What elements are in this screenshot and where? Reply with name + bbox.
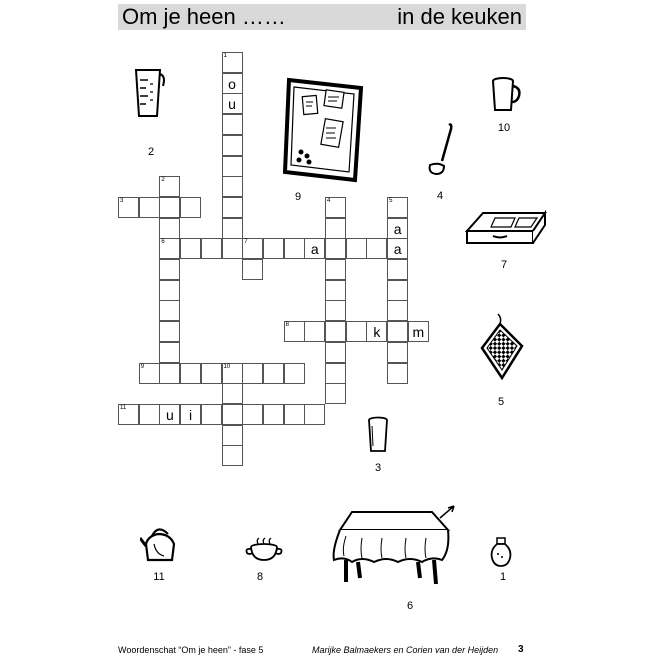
crossword-cell[interactable]: [304, 321, 325, 342]
crossword-cell[interactable]: [222, 425, 243, 446]
clue-number: 2: [161, 177, 165, 184]
crossword-cell[interactable]: [222, 238, 243, 259]
crossword-cell[interactable]: [325, 280, 346, 301]
crossword-cell[interactable]: [159, 280, 180, 301]
crossword-cell[interactable]: [222, 404, 243, 425]
page-number: 3: [518, 644, 524, 655]
crossword-cell[interactable]: [284, 321, 305, 342]
crossword-cell[interactable]: [242, 238, 263, 259]
picture-label-2: 2: [147, 146, 155, 158]
given-letter: k: [373, 324, 381, 341]
crossword-cell[interactable]: [139, 404, 160, 425]
crossword-cell[interactable]: [222, 176, 243, 197]
picture-label-1: 1: [499, 571, 507, 583]
given-letter: m: [412, 324, 425, 341]
crossword-cell[interactable]: [366, 321, 387, 342]
footer-series: Woordenschat “Om je heen” - fase 5: [118, 645, 264, 655]
picture-label-5: 5: [497, 396, 505, 408]
crossword-cell[interactable]: [387, 259, 408, 280]
picture-label-11: 11: [153, 571, 165, 583]
given-letter: a: [310, 241, 319, 258]
picture-label-7: 7: [500, 259, 508, 271]
crossword-cell[interactable]: [159, 321, 180, 342]
glass-icon: [366, 416, 390, 454]
crossword-cell[interactable]: [201, 238, 222, 259]
picture-label-6: 6: [406, 600, 414, 612]
crossword-cell[interactable]: [222, 445, 243, 466]
crossword-cell[interactable]: [387, 280, 408, 301]
crossword-cell[interactable]: [387, 238, 408, 259]
tablecloth-icon: [322, 500, 466, 592]
crossword-cell[interactable]: [222, 197, 243, 218]
crossword-cell[interactable]: [180, 197, 201, 218]
picture-label-9: 9: [294, 191, 302, 203]
crossword-cell[interactable]: [180, 363, 201, 384]
crossword-cell[interactable]: [180, 238, 201, 259]
footer-authors: Marijke Balmaekers en Corien van der Heijden: [312, 645, 499, 655]
given-letter: a: [393, 220, 402, 237]
kettle-icon: [140, 522, 182, 564]
crossword-cell[interactable]: [180, 404, 201, 425]
crossword-cell[interactable]: [325, 197, 346, 218]
crossword-cell[interactable]: [284, 363, 305, 384]
mug-icon: [489, 76, 525, 114]
page-header: [118, 4, 526, 30]
given-letter: o: [228, 75, 236, 92]
crossword-cell[interactable]: [159, 300, 180, 321]
crossword-cell[interactable]: [222, 135, 243, 156]
crossword-cell[interactable]: [118, 404, 139, 425]
picture-label-4: 4: [436, 190, 444, 202]
clue-number: 7: [244, 239, 248, 246]
salt-shaker-icon: [488, 536, 514, 568]
crossword-cell[interactable]: [284, 404, 305, 425]
crossword-cell[interactable]: [201, 404, 222, 425]
crossword-cell[interactable]: [222, 383, 243, 404]
clue-number: 11: [120, 404, 127, 411]
crossword-cell[interactable]: [222, 156, 243, 177]
crossword-cell[interactable]: [222, 73, 243, 94]
crossword-cell[interactable]: [387, 197, 408, 218]
notice-board-icon: [283, 76, 365, 184]
crossword-cell[interactable]: [284, 238, 305, 259]
crossword-cell[interactable]: [346, 321, 367, 342]
crossword-cell[interactable]: [222, 93, 243, 114]
crossword-cell[interactable]: [387, 300, 408, 321]
ladle-icon: [426, 121, 454, 177]
crossword-cell[interactable]: [159, 238, 180, 259]
crossword-cell[interactable]: [263, 363, 284, 384]
clue-number: 4: [327, 197, 331, 204]
crossword-cell[interactable]: [325, 238, 346, 259]
crossword-cell[interactable]: [222, 363, 243, 384]
crossword-cell[interactable]: [304, 238, 325, 259]
clue-number: 9: [140, 363, 145, 370]
picture-label-8: 8: [256, 571, 264, 583]
soup-bowl-icon: [244, 536, 284, 564]
crossword-cell[interactable]: [346, 238, 367, 259]
clue-number: 1: [223, 53, 227, 59]
page-subtitle: in de keuken: [397, 4, 522, 29]
clue-number: 3: [120, 197, 124, 204]
crossword-cell[interactable]: [159, 218, 180, 239]
given-letter: i: [189, 406, 193, 423]
crossword-cell[interactable]: [408, 321, 429, 342]
crossword-cell[interactable]: [159, 259, 180, 280]
crossword-cell[interactable]: [222, 114, 243, 135]
crossword-cell[interactable]: [387, 342, 408, 363]
crossword-cell[interactable]: [201, 363, 222, 384]
crossword-cell[interactable]: [159, 197, 180, 218]
crossword-cell[interactable]: [242, 363, 263, 384]
measuring-cup-icon: [130, 66, 166, 120]
crossword-cell[interactable]: [387, 321, 408, 342]
picture-label-10: 10: [497, 122, 511, 134]
crossword-cell[interactable]: [387, 363, 408, 384]
crossword-cell[interactable]: [222, 52, 243, 73]
crossword-cell[interactable]: [159, 342, 180, 363]
given-letter: a: [393, 241, 402, 258]
page-title: Om je heen ……: [122, 4, 286, 29]
picture-label-3: 3: [374, 462, 382, 474]
clue-number: 6: [161, 239, 165, 246]
clue-number: 5: [389, 197, 393, 204]
crossword-cell[interactable]: [263, 238, 284, 259]
crossword-cell[interactable]: [325, 342, 346, 363]
crossword-cell[interactable]: [325, 218, 346, 239]
crossword-cell[interactable]: [118, 197, 139, 218]
clue-number: 10: [223, 363, 231, 370]
crossword-cell[interactable]: [139, 363, 160, 384]
given-letter: u: [165, 406, 174, 423]
drawer-icon: [465, 209, 547, 247]
crossword-cell[interactable]: [139, 197, 160, 218]
crossword-cell[interactable]: [387, 218, 408, 239]
crossword-cell[interactable]: [325, 300, 346, 321]
crossword-cell[interactable]: [222, 218, 243, 239]
crossword-cell[interactable]: [159, 363, 180, 384]
crossword-cell[interactable]: [325, 363, 346, 384]
crossword-cell[interactable]: [366, 238, 387, 259]
crossword-cell[interactable]: [325, 321, 346, 342]
crossword-cell[interactable]: [263, 404, 284, 425]
crossword-cell[interactable]: [304, 404, 325, 425]
crossword-cell[interactable]: [159, 176, 180, 197]
crossword-cell[interactable]: [159, 404, 180, 425]
given-letter: u: [228, 96, 236, 113]
crossword-cell[interactable]: [325, 383, 346, 404]
pot-holder-icon: [478, 312, 528, 382]
clue-number: 8: [285, 322, 289, 329]
crossword-cell[interactable]: [242, 404, 263, 425]
crossword-cell[interactable]: [325, 259, 346, 280]
crossword-cell[interactable]: [242, 259, 263, 280]
